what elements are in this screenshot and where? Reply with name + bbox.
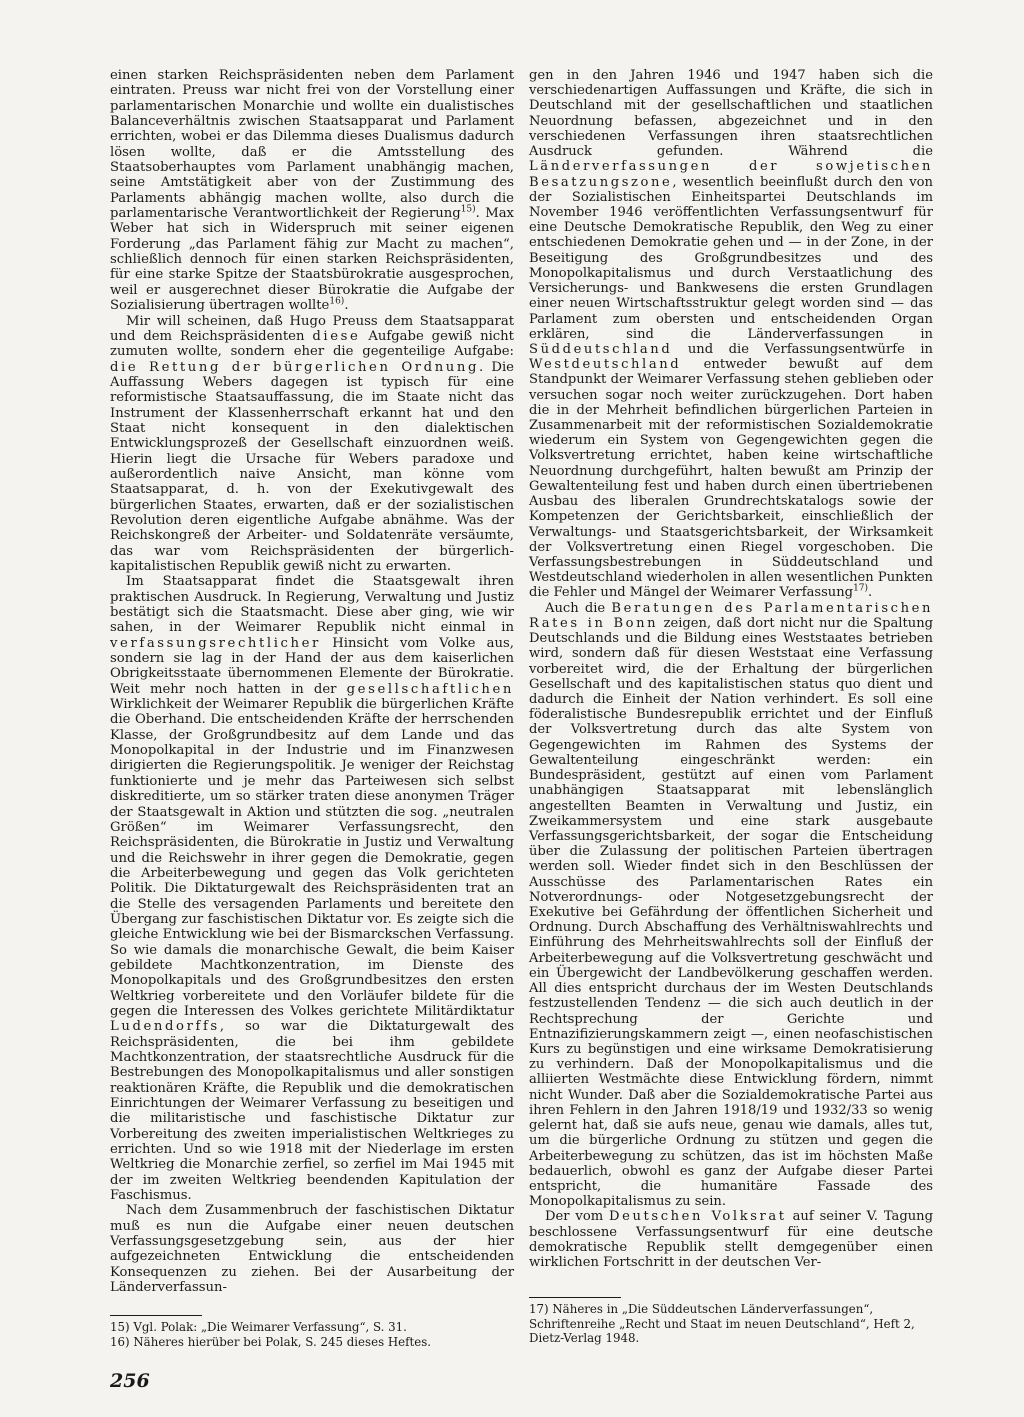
spaced-emphasis: gesellschaftlichen — [346, 681, 514, 697]
footnote-divider — [529, 1297, 621, 1298]
paragraph: gen in den Jahren 1946 und 1947 haben sich die verschiedenartigen Auffassungen und Kräfte, die sich in Deutschland mit der gesellschaftlichen und staatlichen Neuordnung befassen, abgezeichnet und in den verschiedenen Verfassungen ihren staatsrechtlichen Ausdruck gefunden. Während die Länderverfassungen der sowjetischen Besatzungszone, wesentlich beeinflußt durch den von der Sozialistischen Einheitspartei Deutschlands im November 1946 veröffentlichten Verfassungsentwurf für eine Deutsche Demokratische Republik, den Weg zu einer entschiedenen Demokratie gehen und — in der Zone, in der Beseitigung des Großgrundbesitzes und des Monopolkapitalismus und durch Verstaatlichung des Versicherungs- und Bankwesens die ersten Grundlagen einer neuen Wirtschaftsstruktur gelegt worden sind — das Parlament zum obersten und entscheidenden Organ erklären, sind die Länderverfassungen in Süddeutschland und die Verfassungsentwürfe in Westdeutschland entweder bewußt auf dem Standpunkt der Weimarer Verfassung stehen geblieben oder versuchen sogar noch weiter zurückzugehen. Dort haben die in der Mehrheit befindlichen bürgerlichen Parteien in Zusammenarbeit mit der reformistischen Sozialdemokratie wiederum ein System von Gegengewichten gegen die Volksvertretung errichtet, haben keine wirtschaftliche Neuordnung durchgeführt, halten bewußt am Prinzip der Gewaltenteilung fest und haben durch einen übertriebenen Ausbau des liberalen Grundrechtskatalogs sowie der Kompetenzen der Gerichtsbarkeit, einschließlich der Verwaltungs- und Staatsgerichtsbarkeit, der Wirksamkeit der Volksvertretung einen Riegel vorgeschoben. Die Verfassungsbestrebungen in Süddeutschland und Westdeutschland wiederholen in allen wesentlichen Punkten die Fehler und Mängel der Weimarer Verfassung$^{17)}$. — [529, 68, 933, 601]
footnote-divider — [110, 1315, 202, 1316]
footnote-15: 15) Vgl. Polak: „Die Weimarer Verfassung“, S. 31. — [110, 1320, 407, 1334]
paragraph: Im Staatsapparat findet die Staatsgewalt ihren praktischen Ausdruck. In Regierung, Verwaltung und Justiz bestätigt sich die Staatsmacht. Diese aber ging, wie wir sahen, in der Weimarer Republik nicht einmal in verfassungsrechtlicher Hinsicht vom Volke aus, sondern sie lag in der Hand der aus dem kaiserlichen Obrigkeitsstaate übernommenen Elemente der Bürokratie. Weit mehr noch hatten in der gesellschaftlichen Wirklichkeit der Weimarer Republik die bürgerlichen Kräfte die Oberhand. Die entscheidenden Kräfte der herrschenden Klasse, der Großgrundbesitz auf dem Lande und das Monopolkapital in der Industrie und im Finanzwesen dirigierten die Regierungspolitik. Je weniger der Reichstag funktionierte und je mehr das Parteiwesen sich selbst diskreditierte, um so stärker traten diese anonymen Träger der Staatsgewalt in Aktion und stützten die sog. „neutralen Größen“ im Weimarer Verfassungsrecht, den Reichspräsidenten, die Bürokratie in Justiz und Verwaltung und die Reichswehr in ihrer gegen die Demokratie, gegen die Arbeiterbewegung und gegen das Volk gerichteten Politik. Die Diktaturgewalt des Reichspräsidenten trat an die Stelle des versagenden Parlaments und bereitete den Übergang zur faschistischen Diktatur vor. Es zeigte sich die gleiche Entwicklung wie bei der Bismarckschen Verfassung. So wie damals die monarchische Gewalt, die beim Kaiser gebildete Machtkonzentration, im Dienste des Monopolkapitals und des Großgrundbesitzes den ersten Weltkrieg vorbereitete und den Vorläufer bildete für die gegen die Interessen des Volkes gerichtete Militärdiktatur Ludendorffs, so war die Diktaturgewalt des Reichspräsidenten, die bei ihm gebildete Machtkonzentration, der staatsrechtliche Ausdruck für die Bestrebungen des Monopolkapitalismus und aller sonstigen reaktionären Kräfte, die Republik und die demokratischen Einrichtungen der Weimarer Verfassung zu beseitigen und die militaristische und faschistische Diktatur zur Vorbereitung des zweiten imperialistischen Weltkrieges zu errichten. Und so wie 1918 mit der Niederlage im ersten Weltkrieg die Monarchie zerfiel, so zerfiel im Mai 1945 mit der im zweiten Weltkrieg beendenden Kapitulation der Faschismus. — [110, 574, 514, 1204]
spaced-emphasis: Deutschen Volksrat — [609, 1209, 787, 1225]
footnotes-right — [529, 1290, 933, 1346]
right-column — [529, 68, 933, 1270]
page-number: 256 — [110, 1370, 150, 1392]
paragraph: einen starken Reichspräsidenten neben dem Parlament eintraten. Preuss war nicht frei von der Vorstellung einer parlamentarischen Monarchie und wollte ein dualistisches Balanceverhältnis zwischen Staatsapparat und Parlament errichten, wobei er das Dilemma dieses Dualismus dadurch lösen wollte, daß er die Amtsstellung des Staatsoberhauptes vom Parlament unabhängig machen, seine Amtstätigkeit aber von der Zustimmung des Parlaments abhängig machen wollte, also durch die parlamentarische Verantwortlichkeit der Regierung$^{15)}$. Max Weber hat sich in Widerspruch mit seiner eigenen Forderung „das Parlament fähig zur Macht zu machen“, schließlich dennoch für einen starken Reichspräsidenten, für eine starke Spitze der Staatsbürokratie ausgesprochen, weil er ausgerechnet dieser Bürokratie die Aufgabe der Sozialisierung übertragen wollte$^{16)}$. — [110, 68, 514, 314]
paragraph: Nach dem Zusammenbruch der faschistischen Diktatur muß es nun die Aufgabe einer neuen deutschen Verfassungsgesetzgebung sein, aus der hier aufgezeichneten Entwicklung die entscheidenden Konsequenzen zu ziehen. Bei der Ausarbeitung der Länderverfassun- — [110, 1203, 514, 1296]
spaced-emphasis: die Rettung der bürgerlichen Ordnung — [110, 359, 480, 375]
paragraph: Der vom Deutschen Volksrat auf seiner V. Tagung beschlossene Verfassungsentwurf für eine deutsche demokratische Republik stellt demgegenüber einen wirklichen Fortschritt in der deutschen Ver- — [529, 1209, 933, 1271]
spaced-emphasis: diese — [312, 328, 361, 344]
footnote-ref[interactable]: 17) — [853, 584, 869, 595]
footnote-ref[interactable]: 16) — [329, 296, 345, 307]
footnotes-left — [110, 1308, 514, 1349]
paragraph: Auch die Beratungen des Parlamentarischen Rates in Bonn zeigen, daß dort nicht nur die Spaltung Deutschlands und die Bildung eines Weststaates betrieben wird, sondern daß für diesen Weststaat eine Verfassung vorbereitet wird, die der Erhaltung der bürgerlichen Gesellschaft und des kapitalistischen status quo dient und dadurch die Einheit der Nation verhindert. Es soll eine föderalistische Bundesrepublik errichtet und der Einfluß der Volksvertretung durch das alte System von Gegengewichten im Rahmen des Systems der Gewaltenteilung eingeschränkt werden: ein Bundespräsident, gestützt auf einen vom Parlament unabhängigen Staatsapparat mit lebenslänglich angestellten Beamten in Verwaltung und Justiz, ein Zweikammersystem und eine stark ausgebaute Verfassungsgerichtsbarkeit, der sogar die Entscheidung über die Zulassung der politischen Parteien übertragen werden soll. Wieder findet sich in den Beschlüssen der Ausschüsse des Parlamentarischen Rates ein Notverordnungs- oder Notgesetzgebungsrecht der Exekutive bei Gefährdung der öffentlichen Sicherheit und Ordnung. Durch Abschaffung des Verhältniswahlrechts und Einführung des Mehrheitswahlrechts soll der Einfluß der Arbeiterbewegung auf die Volksvertretung geschwächt und ein Übergewicht der Landbevölkerung geschaffen werden. All dies entspricht durchaus der im Westen Deutschlands festzustellenden Tendenz — die sich auch deutlich in der Rechtsprechung der Gerichte und Entnazifizierungskammern zeigt —, einen neofaschistischen Kurs zu begünstigen und eine wirksame Demokratisierung zu verhindern. Daß der Monopolkapitalismus und die alliierten Westmächte diese Entwicklung fördern, nimmt nicht Wunder. Daß aber die Sozialdemokratische Partei aus ihren Fehlern in den Jahren 1918/19 und 1932/33 so wenig gelernt hat, daß sie aufs neue, genau wie damals, alles tut, um die bürgerliche Ordnung zu stützen und gegen die Arbeiterbewegung zu schützen, das ist im höchsten Maße bedauerlich, obwohl es ganz der Aufgabe dieser Partei entspricht, die humanitäre Fassade des Monopolkapitalismus zu sein. — [529, 600, 934, 1210]
spaced-emphasis: Ludendorffs — [110, 1019, 220, 1035]
spaced-emphasis: Länderverfassungen der sowjetischen Besatzungszone — [529, 159, 933, 190]
footnote-16: 16) Näheres hierüber bei Polak, S. 245 dieses Heftes. — [110, 1334, 432, 1349]
spaced-emphasis: verfassungsrechtlicher — [110, 635, 321, 651]
left-column — [110, 68, 514, 1296]
spaced-emphasis: Beratungen des Parlamentarischen Rates in Bonn — [529, 600, 933, 631]
spaced-emphasis: Westdeutschland — [529, 357, 682, 373]
spaced-emphasis: Süddeutschland — [529, 341, 673, 357]
paragraph: Mir will scheinen, daß Hugo Preuss dem Staatsapparat und dem Reichspräsidenten diese Aufgabe gewiß nicht zumuten wollte, sondern eher die gegenteilige Aufgabe: die Rettung der bürgerlichen Ordnung. Die Auffassung Webers dagegen ist typisch für eine reformistische Staatsauffassung, die im Staate nicht das Instrument der Klassenherrschaft erkannt hat und den Staat nicht konsequent in den dialektischen Entwicklungsprozeß der Gesellschaft einzuordnen weiß. Hierin liegt die Ursache für Webers paradoxe und außerordentlich naive Ansicht, man könne vom Staatsapparat, d. h. von der Exekutivgewalt des bürgerlichen Staates, erwarten, daß er der sozialistischen Revolution deren eigentliche Aufgabe abnähme. Was der Reichskongreß der Arbeiter- und Soldatenräte versäumte, das war vom Reichspräsidenten der bürgerlich-kapitalistischen Republik gewiß nicht zu erwarten. — [110, 313, 514, 574]
footnote-17: 17) Näheres in „Die Süddeutschen Länderverfassungen“, Schriftenreihe „Recht und Staat im neuen Deutschland“, Heft 2, Dietz-Verlag 1948. — [529, 1302, 915, 1345]
footnote-ref[interactable]: 15) — [460, 204, 476, 215]
